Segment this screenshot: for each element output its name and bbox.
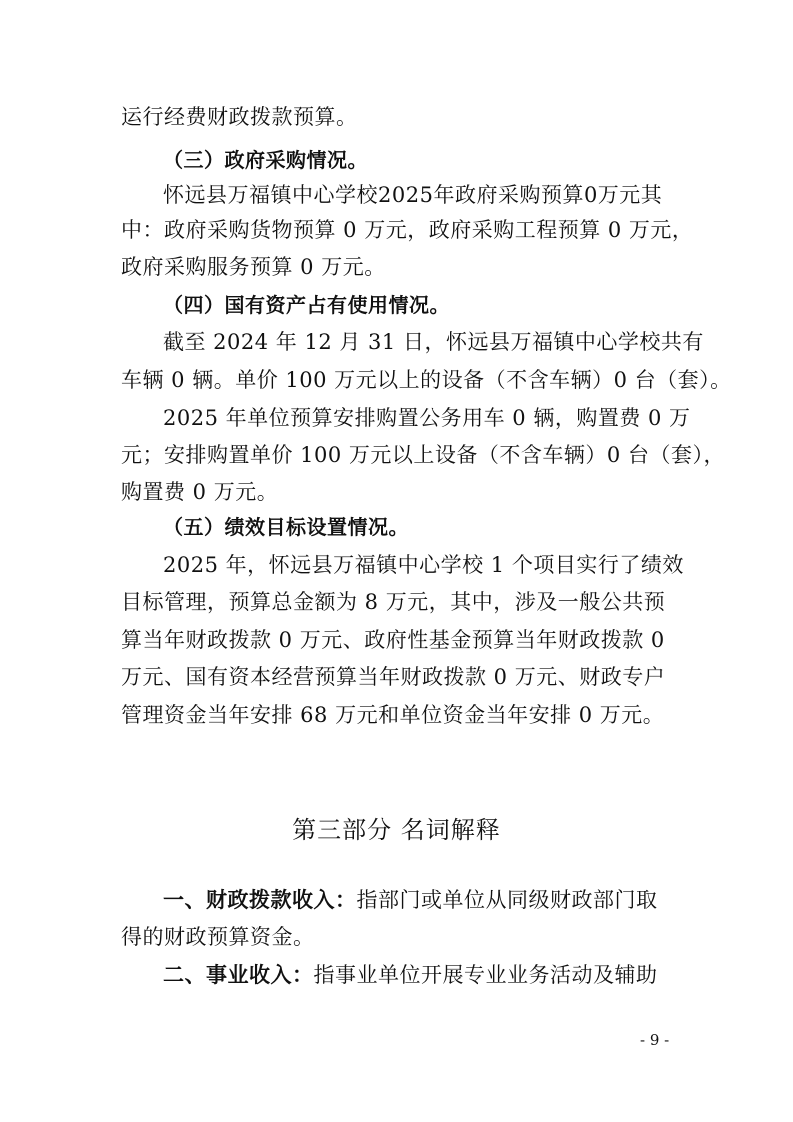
paragraph-line: 中：政府采购货物预算 0 万元，政府采购工程预算 0 万元， <box>121 218 694 242</box>
subheading-procurement: （三）政府采购情况。 <box>163 148 368 172</box>
page-number: - 9 - <box>640 1031 670 1049</box>
definition-term: 一、财政拨款收入： <box>163 888 357 912</box>
paragraph-line: 购置费 0 万元。 <box>121 480 279 504</box>
section-title: 第三部分 名词解释 <box>292 816 501 844</box>
definition-line: 得的财政预算资金。 <box>121 925 315 949</box>
paragraph-line: 元；安排购置单价 100 万元以上设备（不含车辆）0 台（套）， <box>121 443 725 467</box>
paragraph-line: 截至 2024 年 12 月 31 日，怀远县万福镇中心学校共有 <box>163 330 704 354</box>
paragraph-line: 政府采购服务预算 0 万元。 <box>121 255 386 279</box>
subheading-state-assets: （四）国有资产占有使用情况。 <box>163 293 450 317</box>
definition-term: 二、事业收入： <box>163 963 314 987</box>
paragraph-line: 算当年财政拨款 0 万元、政府性基金预算当年财政拨款 0 <box>121 628 665 652</box>
definition-line <box>163 960 681 990</box>
paragraph-line: 2025 年，怀远县万福镇中心学校 1 个项目实行了绩效 <box>163 553 684 577</box>
paragraph-line: 管理资金当年安排 68 万元和单位资金当年安排 0 万元。 <box>121 703 665 727</box>
definition-text: 指事业单位开展专业业务活动及辅助 <box>313 963 658 987</box>
paragraph-line: 怀远县万福镇中心学校2025年政府采购预算0万元其 <box>163 183 663 207</box>
paragraph-line: 运行经费财政拨款预算。 <box>121 105 358 129</box>
subheading-performance: （五）绩效目标设置情况。 <box>163 515 409 539</box>
paragraph-line: 2025 年单位预算安排购置公务用车 0 辆，购置费 0 万 <box>163 406 691 430</box>
paragraph-line: 目标管理，预算总金额为 8 万元，其中，涉及一般公共预 <box>121 590 666 614</box>
definition-line <box>163 885 681 915</box>
paragraph-line: 车辆 0 辆。单价 100 万元以上的设备（不含车辆）0 台（套）。 <box>121 368 732 392</box>
paragraph-line: 万元、国有资本经营预算当年财政拨款 0 万元、财政专户 <box>121 665 666 689</box>
definition-text: 指部门或单位从同级财政部门取 <box>356 888 658 912</box>
